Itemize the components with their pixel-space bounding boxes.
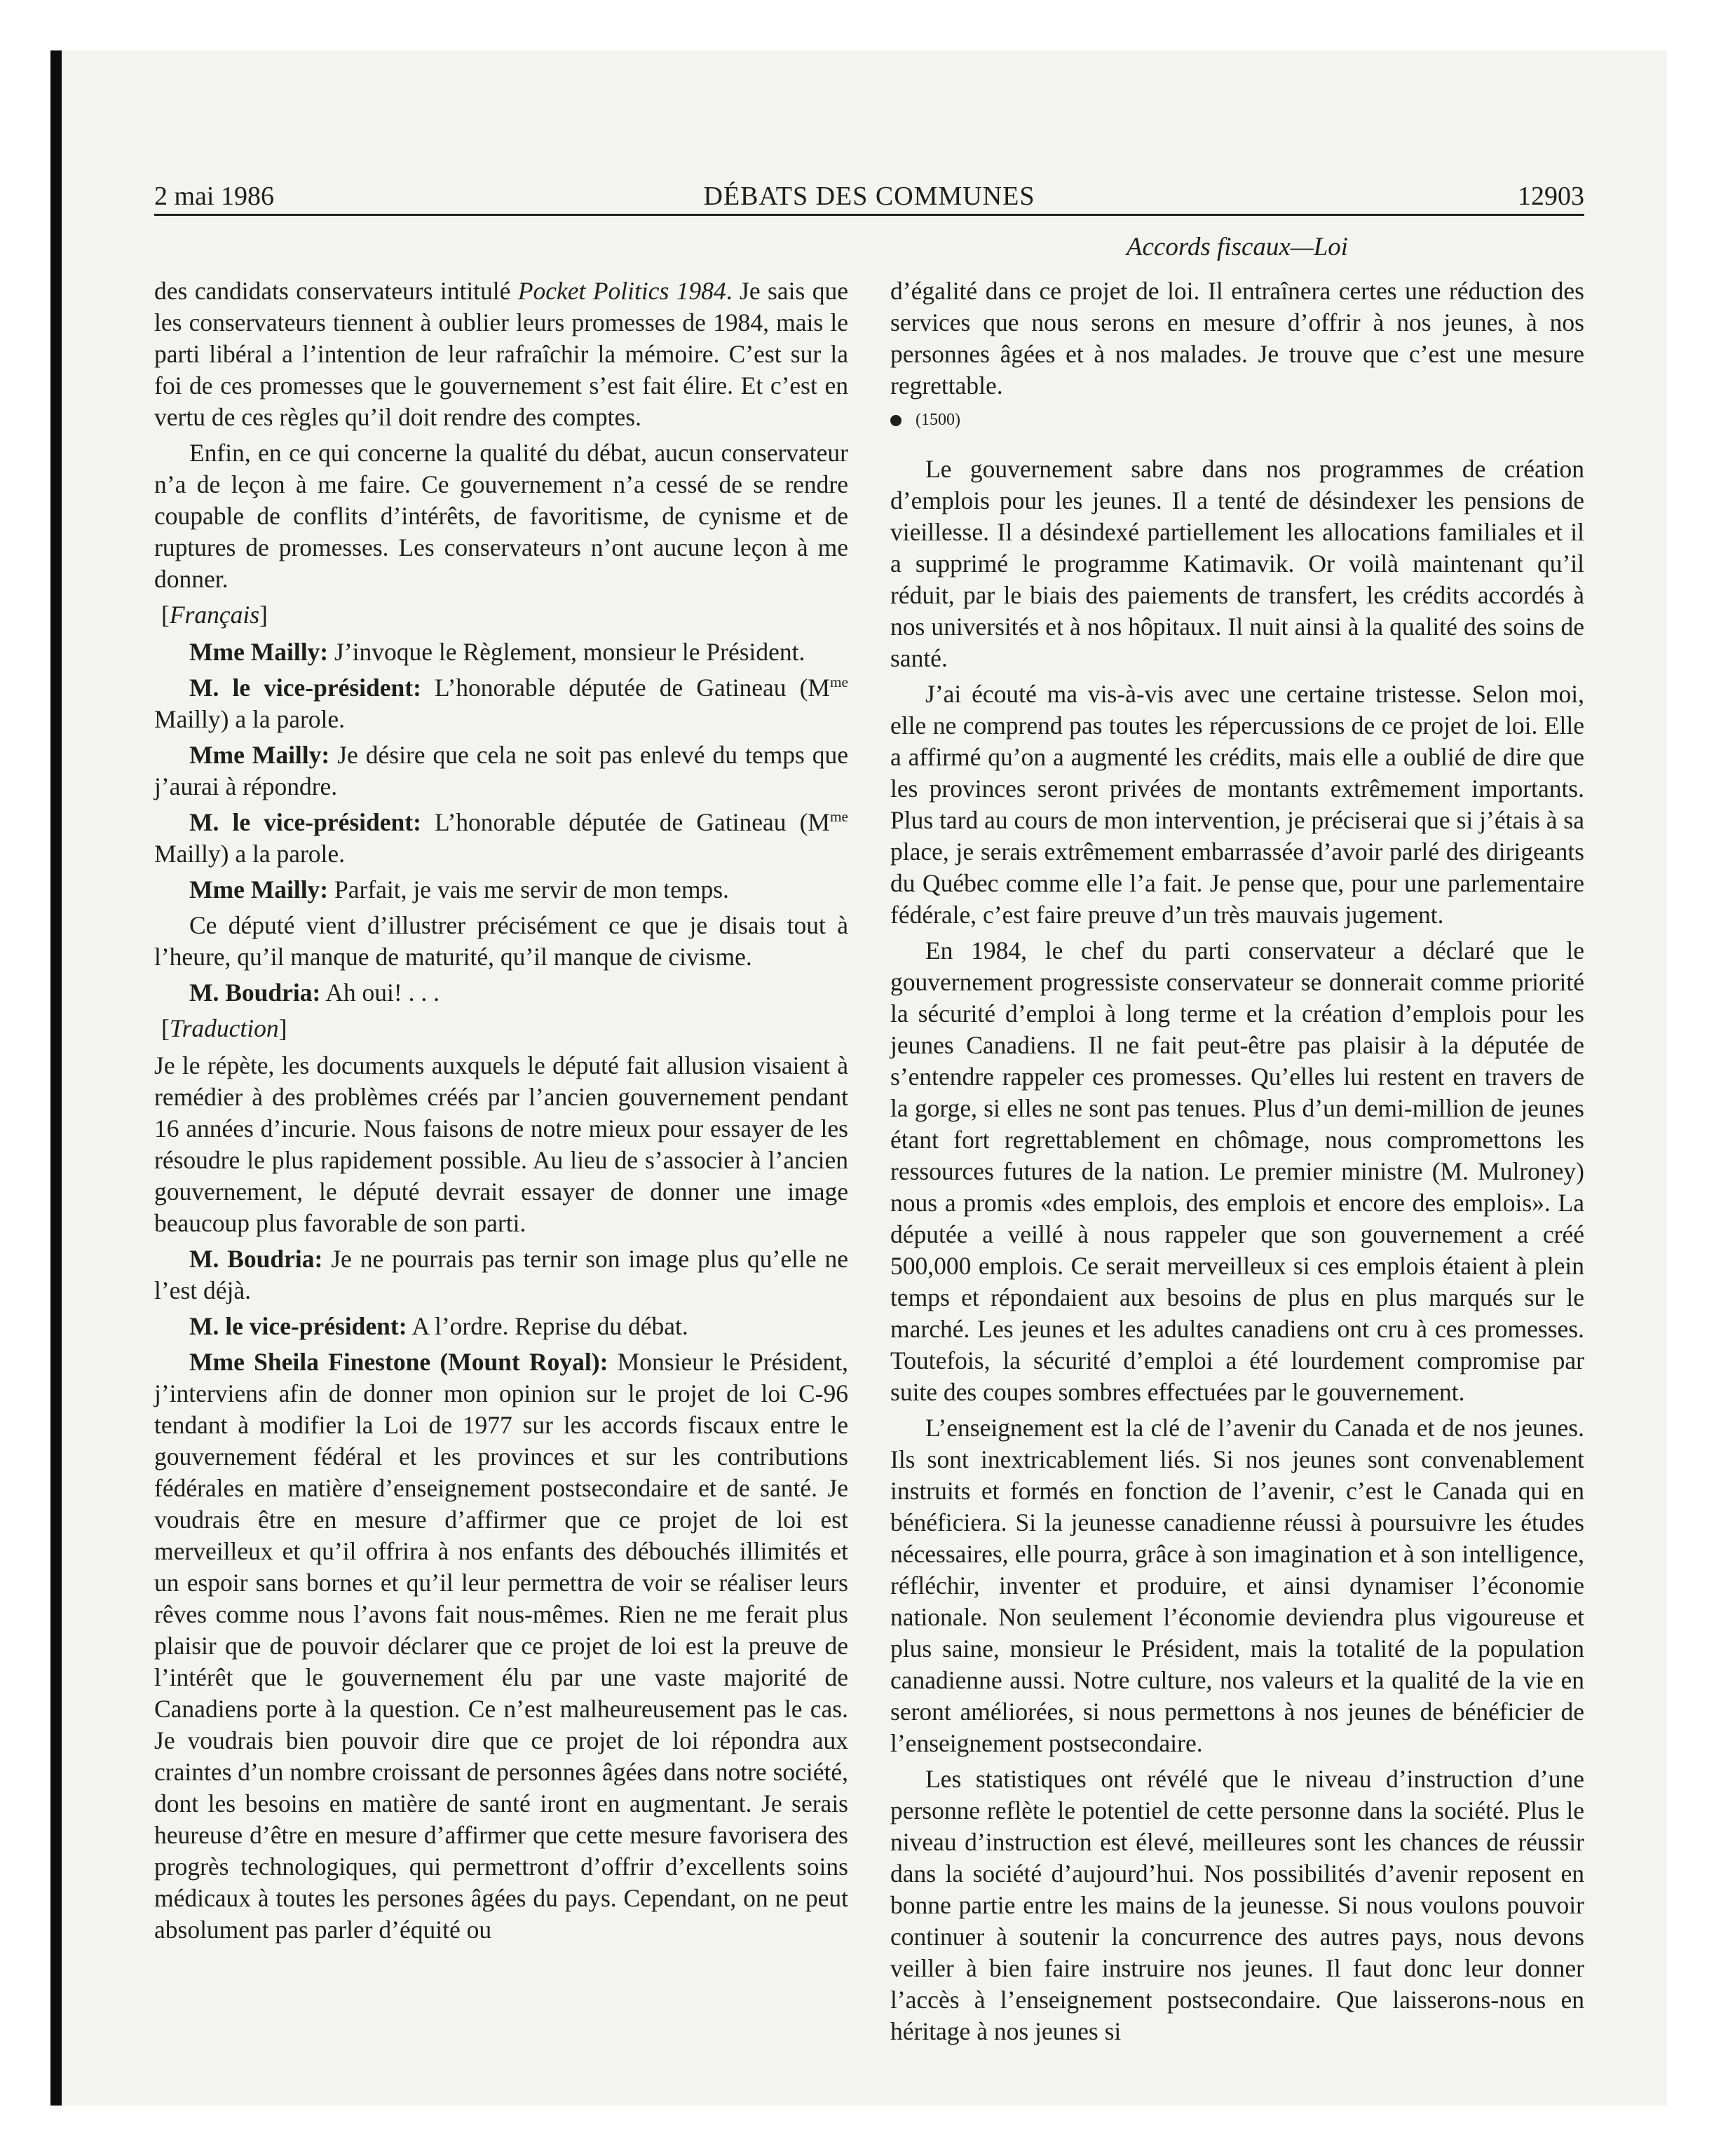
speaker: M. Boudria: — [189, 1245, 323, 1273]
paragraph: En 1984, le chef du parti conservateur a déclaré que le gouvernement progressiste conservateur se donnerait comme priorité la sécurité d’emploi à long terme et la création d’emplois pour les jeunes Canadiens. Il ne fait peut-être pas plaisir à la députée de s’entendre rappeler ces promesses. Qu’elles lui restent en travers de la gorge, si elles ne sont pas tenues. Plus d’un demi-million de jeunes étant fort regrettablement en chômage, nous compromettons les ressources futures de la nation. Le premier ministre (M. Mulroney) nous a promis «des emplois, des emplois et encore des emplois». La députée a veillé à nous rappeler que son gouvernement a créé 500,000 emplois. Ce serait merveilleux si ces emplois étaient à plein temps et répondaient aux besoins de plus en plus marqués sur le marché. Les jeunes et les adultes canadiens ont cru à ces promesses. Toutefois, la sécurité d’emploi a été lourdement compromise par suite des coupes sombres effectuées par le gouvernement. — [890, 936, 1584, 1406]
paragraph: L’enseignement est la clé de l’avenir du Canada et de nos jeunes. Ils sont inextricablement liés. Si nos jeunes sont convenablement instruits et formés en fonction de l’avenir, c’est le Canada qui en bénéficiera. Si la jeunesse canadienne réussi à poursuivre les études nécessaires, elle pourra, grâce à son imagination et à son intelligence, réfléchir, inventer et produire, et ainsi dynamiser l’économie nationale. Non seulement l’économie deviendra plus vigoureuse et plus saine, monsieur le Président, mais la totalité de la population canadienne aussi. Notre culture, nos valeurs et la qualité de la vie en seront améliorées, si nous permettons à nos jeunes de bénéficier de l’enseignement postsecondaire. — [890, 1414, 1584, 1757]
header-title: DÉBATS DES COMMUNES — [703, 182, 1035, 211]
speaker: M. le vice-président: — [189, 808, 421, 836]
speech: M. le vice-président: L’honorable députée de Gatineau ($M^{me}$ Mailly) a la parole. — [154, 674, 848, 733]
scan-edge — [50, 50, 62, 2106]
paragraph: Enfin, en ce qui concerne la qualité du débat, aucun conservateur n’a de leçon à me faire. Ce gouvernement n’a cessé de se rendre coupable de conflits d’intérêts, de favoritisme, de cynisme et de ruptures de promesses. Les conservateurs n’ont aucune leçon à me donner. — [154, 439, 848, 593]
paragraph: des candidats conservateurs intitulé Pocket Politics 1984. Je sais que les conservateurs tiennent à oublier leurs promesses de 1984, mais le parti libéral a l’intention de leur rafraîchir la mémoire. C’est sur la foi de ces promesses que le gouvernement s’est fait élire. Et c’est en vertu de ces règles qu’il doit rendre des comptes. — [154, 277, 848, 431]
paragraph: Ce député vient d’illustrer précisément ce que je disais tout à l’heure, qu’il manque de maturité, qu’il manque de civisme. — [154, 911, 848, 971]
subject-heading: Accords fiscaux—Loi — [1126, 233, 1349, 261]
speaker: M. le vice-président: — [189, 1312, 407, 1340]
speech: M. Boudria: Je ne pourrais pas ternir son image plus qu’elle ne l’est déjà. — [154, 1245, 849, 1304]
bullet-icon — [890, 415, 901, 426]
language-marker: [Traduction] — [161, 1014, 287, 1042]
speaker: Mme Mailly: — [189, 638, 329, 666]
paragraph: Je le répète, les documents auxquels le député fait allusion visaient à remédier à des problèmes créés par l’ancien gouvernement pendant 16 années d’incurie. Nous faisons de notre mieux pour essayer de les résoudre le plus rapidement possible. Au lieu de s’associer à l’ancien gouvernement, le député devrait essayer de donner une image beaucoup plus favorable de son parti. — [154, 1051, 848, 1237]
speaker: Mme Mailly: — [189, 875, 329, 903]
time-marker: (1500) — [890, 406, 1584, 434]
header-date: 2 mai 1986 — [154, 182, 274, 211]
paragraph: J’ai écouté ma vis-à-vis avec une certaine tristesse. Selon moi, elle ne comprend pas toutes les répercussions de ce projet de loi. Elle a affirmé qu’on a augmenté les crédits, mais elle a oublié de dire que les provinces seront privées de montants extrêmement importants. Plus tard au cours de mon intervention, je préciserai que si j’étais à sa place, je serais extrêmement embarrassée d’avoir parlé des dirigeants du Québec comme elle l’a fait. Je pense que, pour une parlementaire fédérale, c’est faire preuve d’un très mauvais jugement. — [890, 680, 1584, 929]
speech: M. le vice-président: L’honorable députée de Gatineau ($M^{me}$ Mailly) a la parole. — [154, 808, 848, 868]
paragraph: d’égalité dans ce projet de loi. Il entraînera certes une réduction des services que nous serons en mesure d’offrir à nos jeunes, à nos personnes âgées et à nos malades. Je trouve que c’est une mesure regrettable. — [890, 277, 1584, 400]
speaker: Mme Sheila Finestone (Mount Royal): — [189, 1348, 608, 1376]
publication-title: Pocket Politics 1984 — [517, 277, 726, 305]
paragraph: Le gouvernement sabre dans nos programmes de création d’emplois pour les jeunes. Il a tenté de désindexer les pensions de vieillesse. Il a désindexé partiellement les allocations familiales et il a supprimé le programme Katimavik. Or voilà maintenant qu’il réduit, par le biais des paiements de transfert, les crédits accordés à nos universités et à nos hôpitaux. Il nuit ainsi à la qualité des soins de santé. — [890, 455, 1584, 672]
left-column — [154, 275, 848, 1950]
speech: Mme Sheila Finestone (Mount Royal): Monsieur le Président, j’interviens afin de donner mon opinion sur le projet de loi C-96 tendant à modifier la Loi de 1977 sur les accords fiscaux entre le gouvernement fédéral et les provinces et sur les contributions fédérales en matière d’enseignement postsecondaire et de santé. Je voudrais être en mesure d’affirmer que ce projet de loi est merveilleux et qu’il offrira à nos enfants des débouchés illimités et un espoir sans bornes et qu’il leur permettra de voir se réaliser leurs rêves comme nous l’avons fait nous-mêmes. Rien ne me ferait plus plaisir que de pouvoir déclarer que ce projet de loi est la preuve de l’intérêt que le gouvernement élu par une vaste majorité de Canadiens porte à la question. Ce n’est malheureusement pas le cas. Je voudrais bien pouvoir dire que ce projet de loi répondra aux craintes d’un nombre croissant de personnes âgées dans notre société, dont les besoins en matière de santé iront en augmentant. Je serais heureuse d’être en mesure d’affirmer que cette mesure favorisera des progrès technologiques, qui permettront d’offrir d’excellents soins médicaux à toutes les persones âgées du pays. Cependant, on ne peut absolument pas parler d’équité ou — [154, 1348, 848, 1944]
speech: Mme Mailly: Je désire que cela ne soit pas enlevé du temps que j’aurai à répondre. — [154, 741, 848, 800]
paragraph: Les statistiques ont révélé que le niveau d’instruction d’une personne reflète le potentiel de cette personne dans la société. Plus le niveau d’instruction est élevé, meilleures sont les chances de réussir dans la société d’aujourd’hui. Nos possibilités d’avenir reposent en bonne partie entre les mains de la jeunesse. Si nous voulons pouvoir continuer à soutenir la concurrence des autres pays, nous devons veiller à bien faire instruire nos jeunes. Il faut donc leur donner l’accès à l’enseignement postsecondaire. Que laisserons-nous en héritage à nos jeunes si — [890, 1765, 1584, 2045]
right-column — [890, 275, 1584, 2052]
speech: Mme Mailly: Parfait, je vais me servir de mon temps. — [189, 875, 729, 903]
page-number: 12903 — [1518, 182, 1584, 211]
speaker: M. le vice-président: — [189, 674, 421, 702]
language-marker: [Français] — [161, 601, 268, 629]
speech: M. Boudria: Ah oui! . . . — [189, 978, 440, 1007]
speech: Mme Mailly: J’invoque le Règlement, monsieur le Président. — [189, 638, 805, 666]
speaker: Mme Mailly: — [189, 741, 330, 769]
speaker: M. Boudria: — [189, 978, 321, 1007]
speech: M. le vice-président: A l’ordre. Reprise du débat. — [189, 1312, 688, 1340]
running-header — [154, 179, 1584, 216]
